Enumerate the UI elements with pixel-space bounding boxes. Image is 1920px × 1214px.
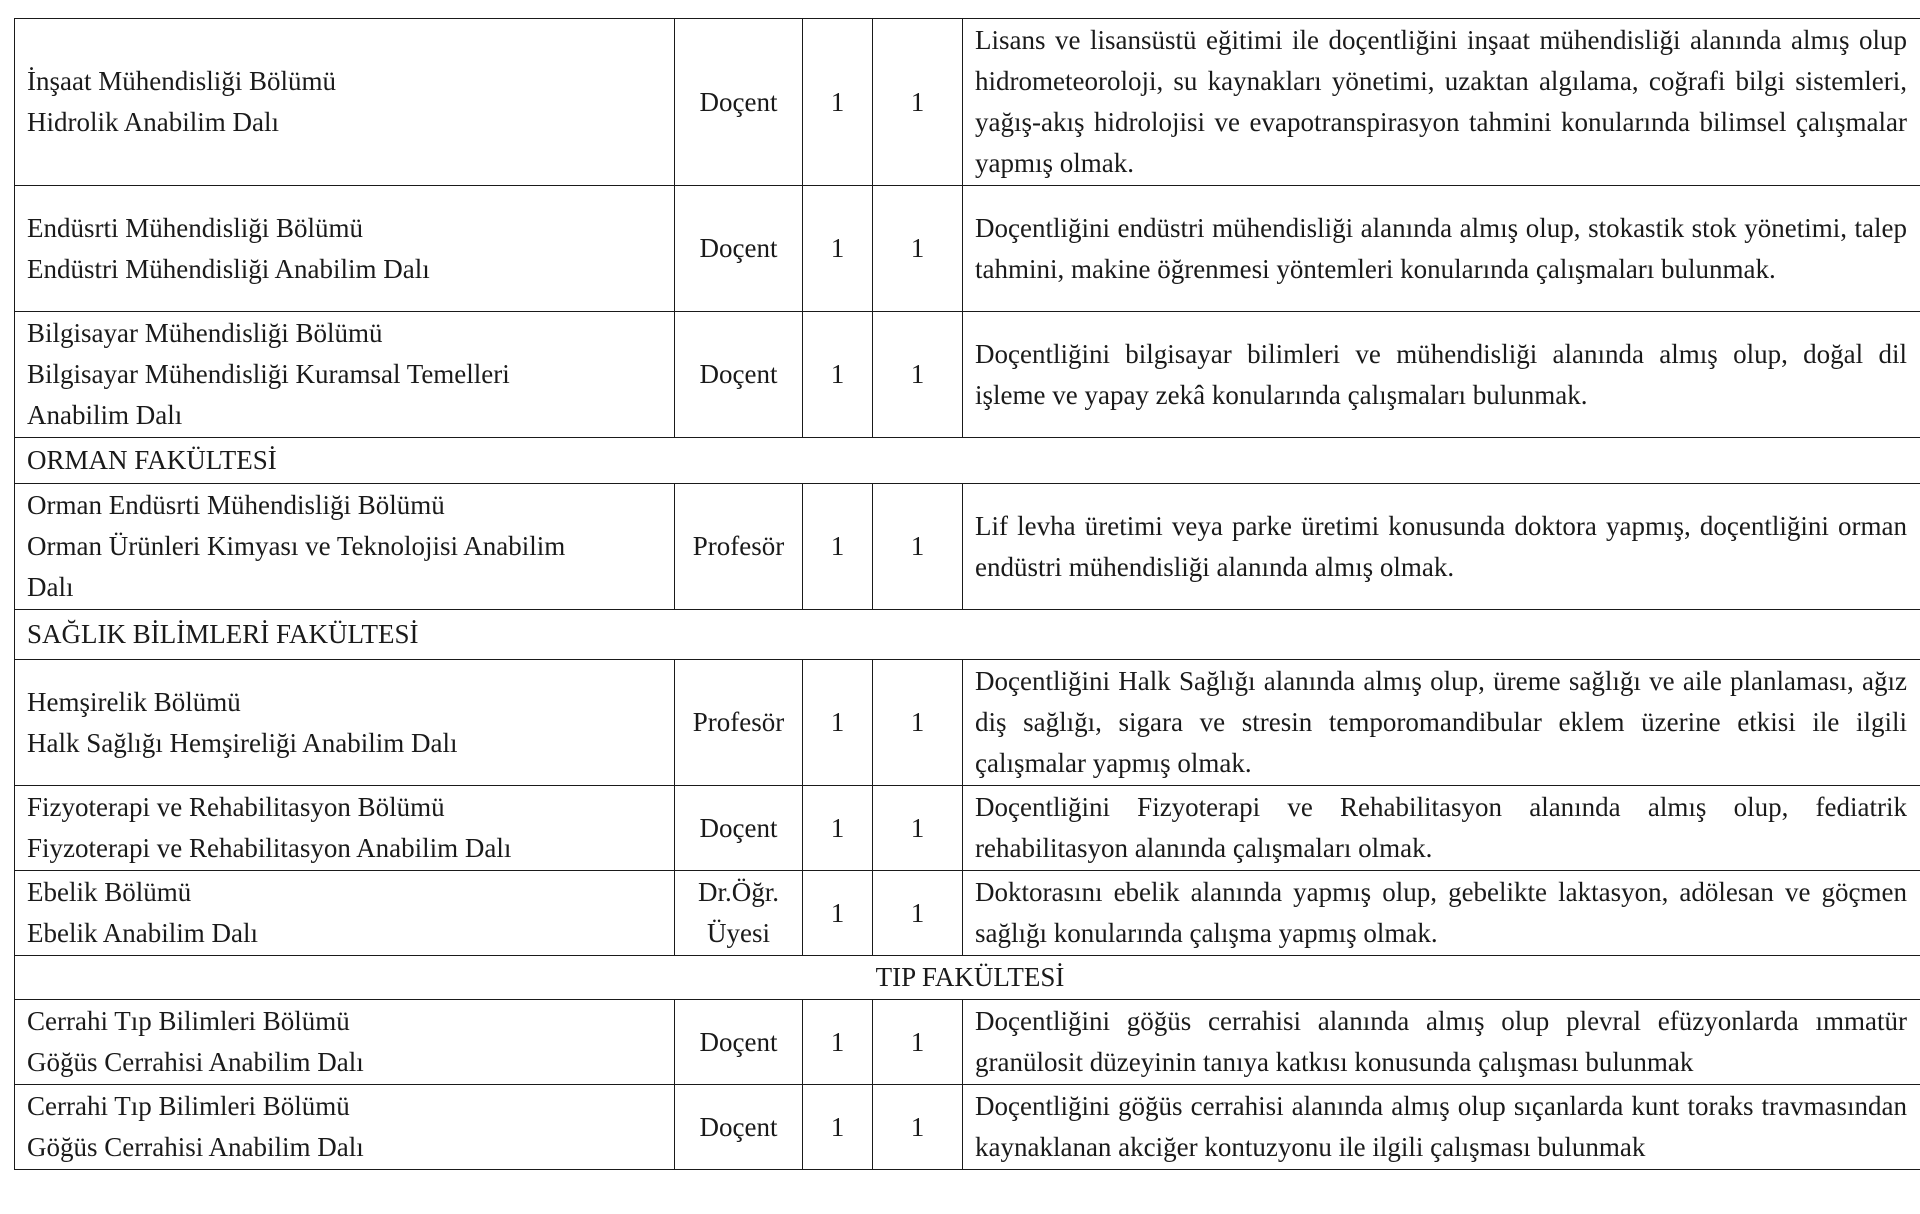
count-cell: 1 — [803, 186, 873, 312]
unit-cell — [15, 312, 675, 438]
unit-cell — [15, 871, 675, 956]
description-cell: Doçentliğini endüstri mühendisliği alanında almış olup, stokastik stok yönetimi, talep tahmini, makine öğrenmesi yöntemleri konularında çalışmaları bulunmak. — [963, 186, 1920, 312]
table-row — [15, 19, 1920, 186]
unit-line: Cerrahi Tıp Bilimleri Bölümü — [27, 1091, 350, 1121]
count-cell: 1 — [803, 871, 873, 956]
unit-line: Fizyoterapi ve Rehabilitasyon Bölümü — [27, 792, 445, 822]
count-cell: 1 — [873, 1000, 963, 1085]
count-cell: 1 — [803, 19, 873, 186]
unit-line: Hidrolik Anabilim Dalı — [27, 107, 279, 137]
unit-cell — [15, 484, 675, 610]
description-cell: Lif levha üretimi veya parke üretimi konusunda doktora yapmış, doçentliğini orman endüstri mühendisliği alanında almış olmak. — [963, 484, 1920, 610]
count-cell: 1 — [873, 660, 963, 786]
count-cell: 1 — [803, 660, 873, 786]
description-cell: Doçentliğini göğüs cerrahisi alanında almış olup plevral efüzyonlarda ımmatür granülosit düzeyinin tanıya katkısı konusunda çalışması bulunmak — [963, 1000, 1920, 1085]
section-row — [15, 610, 1920, 660]
description-cell: Doçentliğini göğüs cerrahisi alanında almış olup sıçanlarda kunt toraks travmasından kaynaklanan akciğer kontuzyonu ile ilgili çalışması bulunmak — [963, 1085, 1920, 1170]
description-cell: Doçentliğini Fizyoterapi ve Rehabilitasyon alanında almış olup, fediatrik rehabilitasyon alanında çalışmaları olmak. — [963, 786, 1920, 871]
section-heading: ORMAN FAKÜLTESİ — [15, 438, 1920, 484]
count-cell: 1 — [873, 484, 963, 610]
unit-line: Anabilim Dalı — [27, 400, 183, 430]
title-cell: Profesör — [675, 660, 803, 786]
section-heading: SAĞLIK BİLİMLERİ FAKÜLTESİ — [15, 610, 1920, 660]
table-row — [15, 786, 1920, 871]
description-cell: Doçentliğini Halk Sağlığı alanında almış olup, üreme sağlığı ve aile planlaması, ağız diş sağlığı, sigara ve stresin temporomandibular eklem üzerine etkisi ile ilgili çalışmalar yapmış olmak. — [963, 660, 1920, 786]
unit-cell — [15, 186, 675, 312]
table-row — [15, 312, 1920, 438]
unit-line: Halk Sağlığı Hemşireliği Anabilim Dalı — [27, 727, 458, 758]
table-row — [15, 660, 1920, 786]
count-cell: 1 — [803, 1000, 873, 1085]
section-heading: TIP FAKÜLTESİ — [15, 956, 1920, 1000]
table-row — [15, 871, 1920, 956]
unit-line: Orman Endüsrti Mühendisliği Bölümü — [27, 490, 445, 520]
unit-line: Endüsrti Mühendisliği Bölümü — [27, 212, 364, 243]
title-cell: Doçent — [675, 186, 803, 312]
unit-cell — [15, 1000, 675, 1085]
unit-cell — [15, 660, 675, 786]
table-row — [15, 186, 1920, 312]
title-cell: Doçent — [675, 1085, 803, 1170]
count-cell: 1 — [873, 1085, 963, 1170]
table-row — [15, 484, 1920, 610]
unit-cell — [15, 1085, 675, 1170]
title-cell: Doçent — [675, 312, 803, 438]
title-cell: Profesör — [675, 484, 803, 610]
count-cell: 1 — [873, 312, 963, 438]
unit-line: Fiyzoterapi ve Rehabilitasyon Anabilim Dalı — [27, 833, 512, 863]
count-cell: 1 — [803, 312, 873, 438]
table-row — [15, 1085, 1920, 1170]
section-row — [15, 438, 1920, 484]
unit-line: Bilgisayar Mühendisliği Bölümü — [27, 318, 383, 348]
unit-cell — [15, 786, 675, 871]
unit-line: Orman Ürünleri Kimyası ve Teknolojisi Anabilim — [27, 531, 566, 561]
unit-line: Cerrahi Tıp Bilimleri Bölümü — [27, 1006, 350, 1036]
count-cell: 1 — [803, 786, 873, 871]
table-body — [15, 19, 1920, 1170]
unit-line: Göğüs Cerrahisi Anabilim Dalı — [27, 1132, 364, 1162]
count-cell: 1 — [803, 484, 873, 610]
count-cell: 1 — [873, 786, 963, 871]
unit-line: Ebelik Bölümü — [27, 877, 192, 907]
unit-line: Hemşirelik Bölümü — [27, 686, 241, 717]
positions-table — [14, 18, 1920, 1170]
description-cell: Lisans ve lisansüstü eğitimi ile doçentliğini inşaat mühendisliği alanında almış olup hidrometeoroloji, su kaynakları yönetimi, uzaktan algılama, coğrafi bilgi sistemleri, yağış-akış hidrolojisi ve evapotranspirasyon tahmini konularında bilimsel çalışmalar yapmış olmak. — [963, 19, 1920, 186]
unit-line: Dalı — [27, 572, 74, 602]
description-cell: Doktorasını ebelik alanında yapmış olup, gebelikte laktasyon, adölesan ve göçmen sağlığı konularında çalışma yapmış olmak. — [963, 871, 1920, 956]
table-row — [15, 1000, 1920, 1085]
count-cell: 1 — [873, 186, 963, 312]
title-cell: Doçent — [675, 786, 803, 871]
section-row — [15, 956, 1920, 1000]
title-cell: Doçent — [675, 1000, 803, 1085]
description-cell: Doçentliğini bilgisayar bilimleri ve mühendisliği alanında almış olup, doğal dil işleme ve yapay zekâ konularında çalışmaları bulunmak. — [963, 312, 1920, 438]
count-cell: 1 — [803, 1085, 873, 1170]
count-cell: 1 — [873, 871, 963, 956]
unit-line: İnşaat Mühendisliği Bölümü — [27, 66, 336, 96]
unit-line: Göğüs Cerrahisi Anabilim Dalı — [27, 1047, 364, 1077]
unit-line: Bilgisayar Mühendisliği Kuramsal Temelleri — [27, 359, 510, 389]
unit-cell — [15, 19, 675, 186]
unit-line: Endüstri Mühendisliği Anabilim Dalı — [27, 253, 430, 284]
title-cell: Doçent — [675, 19, 803, 186]
unit-line: Ebelik Anabilim Dalı — [27, 918, 258, 948]
count-cell: 1 — [873, 19, 963, 186]
title-cell: Dr.Öğr. Üyesi — [675, 871, 803, 956]
